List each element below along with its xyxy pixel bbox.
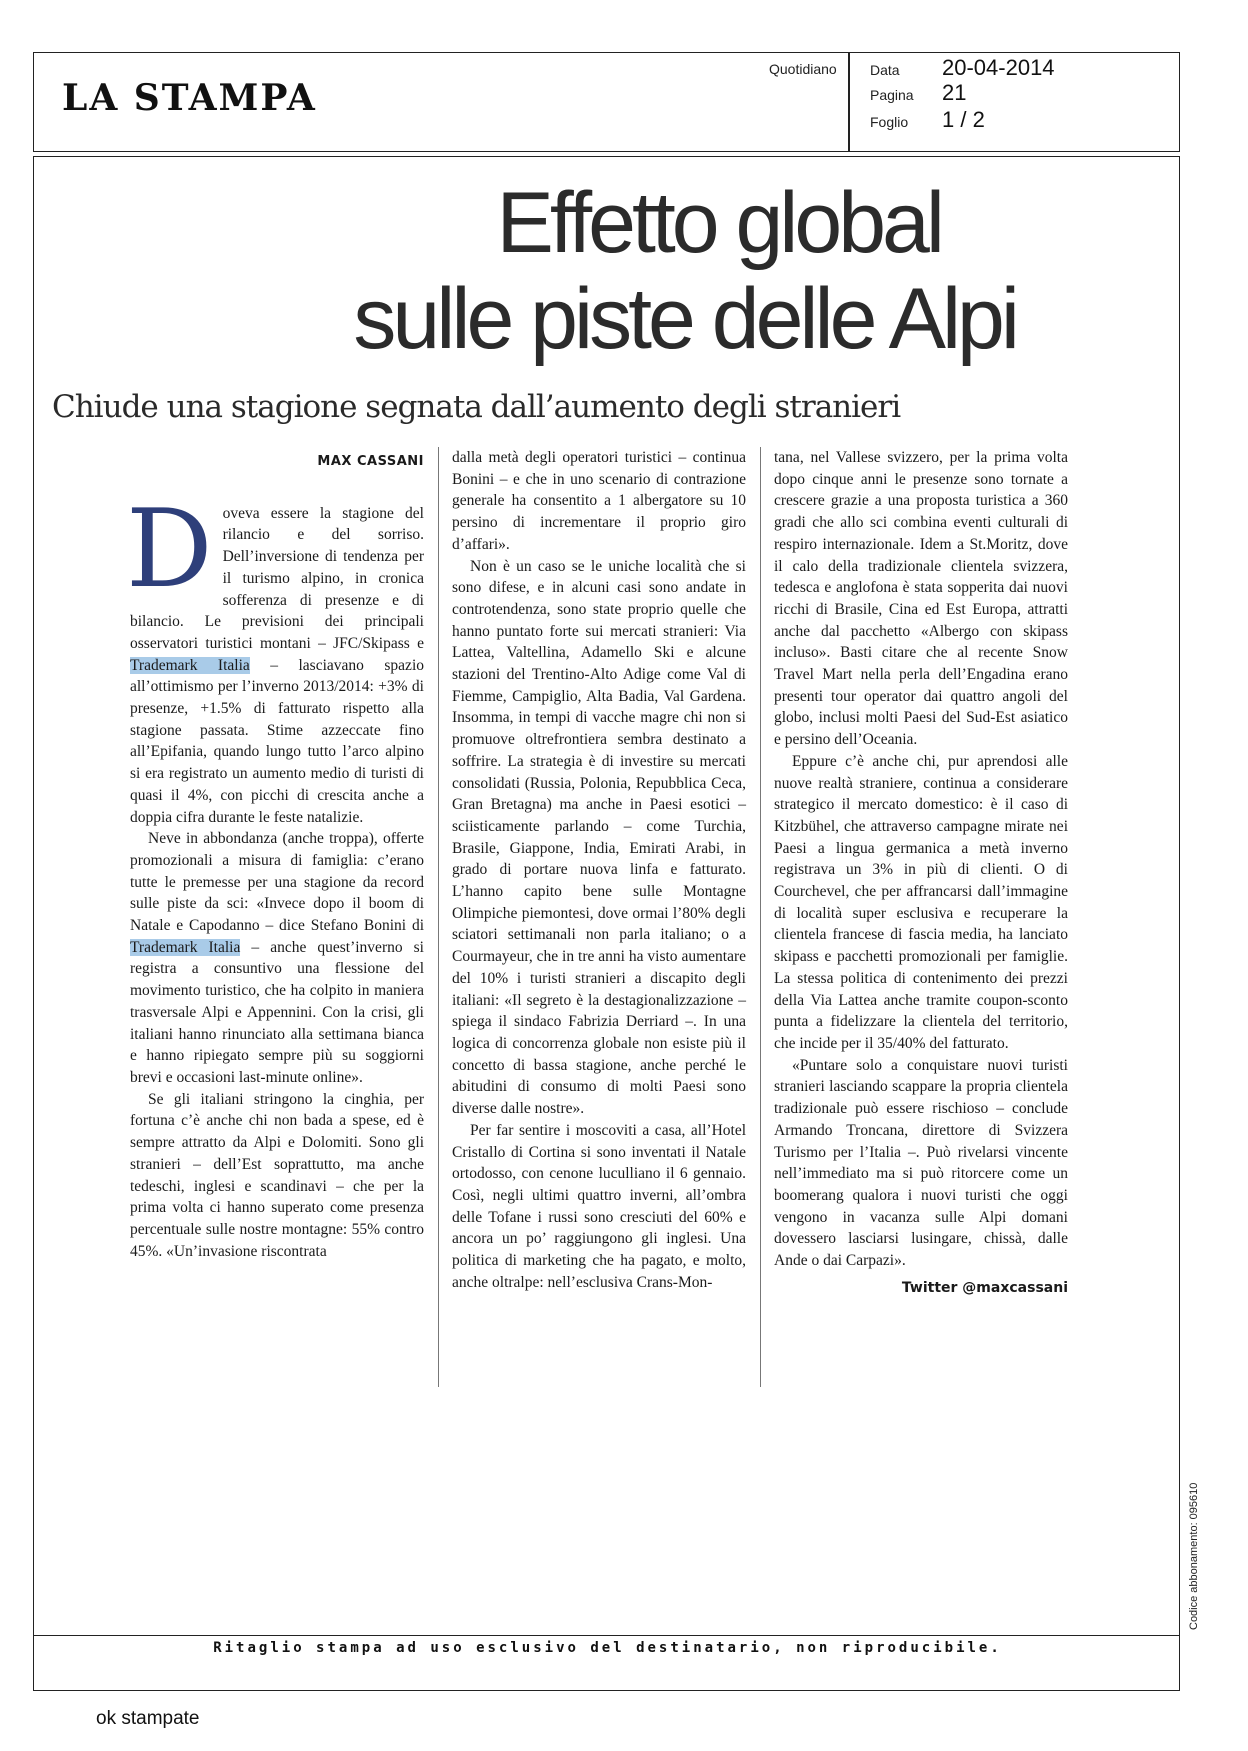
column-rule — [760, 447, 761, 1387]
pagina-value: 21 — [942, 80, 967, 105]
meta-pagina-row — [870, 80, 966, 106]
meta-data-row — [870, 55, 1055, 81]
text-run: – anche quest’inverno si registra a consuntivo una flessione del movimento turistico, che ha colpito in maniera trasversale Alpi e Appennini. Con la crisi, gli italiani hanno rinunciato alla settimana bianca e hanno ripiegato sempre più su soggiorni brevi e occasioni last-minute online». — [130, 938, 424, 1086]
paragraph: dalla metà degli operatori turistici – continua Bonini – e che in uno scenario di contrazione generale ha consentito a 1 albergatore su 10 persino di incrementare il proprio giro d’affari». — [452, 449, 746, 553]
data-value: 20-04-2014 — [942, 55, 1055, 80]
paragraph — [130, 828, 424, 1088]
article-column-3 — [774, 447, 1068, 1299]
meta-divider — [848, 53, 850, 151]
headline — [34, 175, 1180, 367]
data-label: Data — [870, 62, 900, 78]
paragraph — [126, 486, 424, 829]
subheadline: Chiude una stagione segnata dall’aumento degli stranieri — [52, 389, 901, 425]
text-run: Neve in abbondanza (anche troppa), offerte promozionali a misura di famiglia: c’erano tutte le premesse per una stagione da record sulle piste da sci: «Invece dopo il boom di Natale e Capodanno – dice Stefano Bonini di — [130, 830, 424, 935]
codice-abbonamento: Codice abbonamento: 095610 — [1188, 1482, 1200, 1630]
header-box — [33, 52, 1180, 152]
highlight-trademark-italia: Trademark Italia — [130, 938, 241, 956]
foglio-label: Foglio — [870, 114, 909, 130]
paragraph: Se gli italiani stringono la cinghia, per fortuna c’è anche chi non bada a spese, ed è sempre attratto da Alpi e Dolomiti. Sono gli stranieri – dell’Est soprattutto, ma anche tedeschi, inglesi e scandinavi – che per la prima volta ci hanno superato come presenza percentuale sulle nostre montagne: 55% contro 45%. «Un’invasione riscontrata — [130, 1090, 424, 1260]
article-clipping — [33, 156, 1180, 1691]
handwritten-note: ok stampate — [96, 1708, 200, 1729]
text-run: oveva essere la stagione del rilancio e del sorriso. Dell’inversione di tendenza per il turismo alpino, in cronica sofferenza di presenze e di bilancio. Le previsioni dei principali osservatori turistici montani – JFC/Skipass e — [130, 504, 424, 652]
footer-disclaimer: Ritaglio stampa ad uso esclusivo del destinatario, non riproducibile. — [213, 1640, 1002, 1656]
drop-cap: D — [126, 486, 213, 612]
paragraph: «Puntare solo a conquistare nuovi turisti stranieri lasciando scappare la propria clientela tradizionale può essere rischioso – conclude Armando Troncana, direttore di Svizzera Turismo per l’Italia –. Può rivelarsi vincente nell’immediato ma si può ritorcere come un boomerang qualora i nuovi turisti che oggi vengono in vacanza sulle Alpi domani dovessero lasciarsi lusingare, chissà, dalle Ande o dai Carpazi». — [774, 1056, 1068, 1270]
article-column-1 — [126, 447, 424, 1262]
foglio-value: 1 / 2 — [942, 107, 985, 132]
masthead-logo: LA STAMPA — [62, 77, 317, 119]
twitter-handle: Twitter @maxcassani — [901, 1279, 1068, 1296]
pagina-label: Pagina — [870, 87, 914, 103]
article-column-2 — [452, 447, 746, 1293]
column-rule — [438, 447, 439, 1387]
highlight-trademark-italia: Trademark Italia — [130, 656, 250, 674]
byline: MAX CASSANI — [317, 454, 424, 469]
article-columns — [126, 447, 1115, 1387]
paragraph: Eppure c’è anche chi, pur aprendosi alle nuove realtà straniere, continua a considerare strategico il mercato domestico: è il caso di Kitzbühel, che attraverso campagne mirate nei Paesi a lingua germanica a metà inverno registrava un 3% in più di clienti. O di Courchevel, che per affrancarsi dall’immagine di località super esclusiva e recuperare la clientela francese di fascia media, ha lanciato skipass e pacchetti promozionali per famiglie. La stessa politica di contenimento dei prezzi della Via Lattea anche tramite coupon-sconto punta a fidelizzare la clientela del territorio, che incide per il 35/40% del fatturato. — [774, 752, 1068, 1052]
paragraph: tana, nel Vallese svizzero, per la prima volta dopo cinque anni le presenze sono tornate a crescere grazie a una proposta turistica a 360 gradi che allo sci combina eventi culturali di respiro internazionale. Idem a St.Moritz, dove il calo della tradizionale clientela svizzera, tedesca e anglofona è stata sopperita dai nuovi ricchi di Brasile, Cina ed Est Europa, attratti anche dal pacchetto «Albergo con skipass incluso». Basti citare che al recente Snow Travel Mart nella perla dell’Engadina erano presenti tour operator dai quattro angoli del globo, inclusi molti Paesi del Sud-Est asiatico e persino dell’Oceania. — [774, 449, 1068, 749]
paragraph: Per far sentire i moscoviti a casa, all’Hotel Cristallo di Cortina si sono inventati il Natale ortodosso, con cenone luculliano il 6 gennaio. Così, negli ultimi quattro inverni, all’ombra delle Tofane i russi sono cresciuti del 60% e ancora un po’ raggiungono gli inglesi. Una politica di marketing che ha pagato, e molto, anche oltralpe: nell’esclusiva Crans-Mon- — [452, 1121, 746, 1291]
text-run: – lasciavano spazio all’ottimismo per l’inverno 2013/2014: +3% di presenze, +1.5% di fatturato rispetto alla stagione passata. Stime azzeccate fino all’Epifania, quando lungo tutto l’arco alpino si era registrato un aumento medio di turisti di quasi il 4%, con picchi di crescita anche a doppia cifra durante le feste natalizie. — [130, 656, 424, 826]
publication-type: Quotidiano — [769, 61, 837, 77]
meta-foglio-row — [870, 107, 985, 133]
footer-box — [34, 1635, 1180, 1659]
headline-line-2: sulle piste delle Alpi — [353, 271, 1016, 367]
headline-line-1: Effetto global — [496, 175, 941, 271]
paragraph: Non è un caso se le uniche località che si sono difese, e in alcuni casi sono andate in controtendenza, sono state proprio quelle che hanno puntato forte sui mercati stranieri: Via Lattea, Valtellina, Adamello Ski e alcune stazioni del Trentino-Alto Adige come Val di Fiemme, Campiglio, Alta Badia, Val Gardena. Insomma, in tempi di vacche magre chi non si promuove oltrefrontiera sembra destinato a soffrire. La strategia è di investire su mercati consolidati (Russia, Polonia, Repubblica Ceca, Gran Bretagna) ma anche in Paesi esotici – sciisticamente parlando – come Turchia, Brasile, Giappone, India, Emirati Arabi, in grado di portare nuova linfa e fatturato. L’hanno capito bene sulle Montagne Olimpiche piemontesi, dove ormai l’80% degli sciatori settimanali non parla italiano; o a Courmayeur, che in tre anni ha visto aumentare del 10% i turisti stranieri a discapito degli italiani: «Il segreto è la destagionalizzazione – spiega il sindaco Fabrizia Derriard –. In una logica di concorrenza globale non esiste più il concetto di bassa stagione, anche perché le abitudini di consumo di molti Paesi sono diverse dalle nostre». — [452, 557, 746, 1118]
